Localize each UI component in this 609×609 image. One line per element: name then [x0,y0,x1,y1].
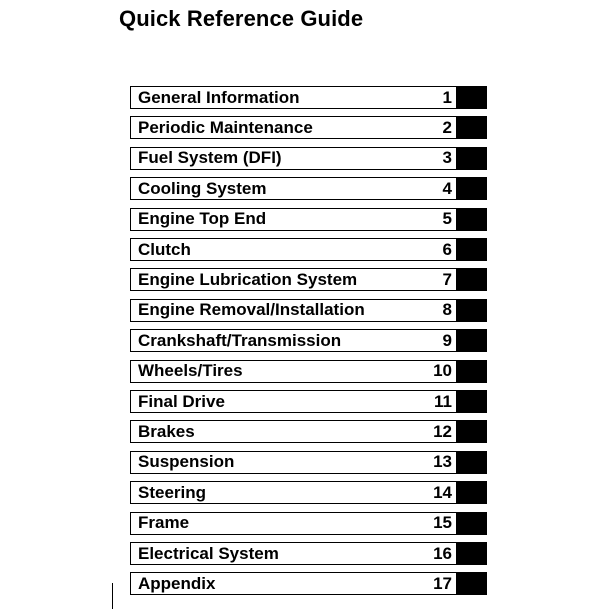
section-row[interactable] [130,177,487,200]
section-number: 17 [433,573,452,593]
section-number: 11 [434,391,452,411]
section-tab-marker[interactable] [457,147,487,170]
section-box[interactable] [130,481,457,504]
section-label: General Information [138,87,300,107]
section-number: 3 [442,148,452,168]
section-label: Steering [138,482,207,502]
section-box[interactable] [130,177,457,200]
section-label: Wheels/Tires [138,361,243,381]
section-row[interactable] [130,390,487,413]
section-number: 15 [433,513,452,533]
section-box[interactable] [130,268,457,291]
section-number: 16 [433,543,452,563]
section-box[interactable] [130,147,457,170]
section-row[interactable] [130,542,487,565]
section-row[interactable] [130,238,487,261]
section-label: Cooling System [138,178,267,198]
section-row[interactable] [130,147,487,170]
section-number: 10 [433,361,452,381]
section-box[interactable] [130,572,457,595]
section-row[interactable] [130,451,487,474]
section-tab-marker[interactable] [457,116,487,139]
section-label: Suspension [138,452,235,472]
section-number: 13 [433,452,452,472]
section-number: 4 [442,178,452,198]
section-tab-marker[interactable] [457,238,487,261]
section-label: Periodic Maintenance [138,117,313,137]
section-number: 6 [442,239,452,259]
section-tab-marker[interactable] [457,542,487,565]
section-number: 14 [433,482,452,502]
section-box[interactable] [130,299,457,322]
section-number: 7 [442,269,452,289]
section-tab-marker[interactable] [457,208,487,231]
section-box[interactable] [130,208,457,231]
section-row[interactable] [130,116,487,139]
section-number: 1 [442,87,452,107]
section-tab-marker[interactable] [457,299,487,322]
section-tab-marker[interactable] [457,268,487,291]
section-box[interactable] [130,238,457,261]
section-box[interactable] [130,360,457,383]
section-tab-marker[interactable] [457,451,487,474]
section-tab-marker[interactable] [457,572,487,595]
section-label: Electrical System [138,543,279,563]
section-label: Engine Lubrication System [138,269,358,289]
section-box[interactable] [130,542,457,565]
section-box[interactable] [130,451,457,474]
section-label: Frame [138,513,190,533]
section-label: Engine Top End [138,209,267,229]
section-tab-marker[interactable] [457,512,487,535]
section-tab-marker[interactable] [457,360,487,383]
section-label: Fuel System (DFI) [138,148,282,168]
section-tab-marker[interactable] [457,390,487,413]
section-box[interactable] [130,116,457,139]
section-box[interactable] [130,329,457,352]
section-label: Final Drive [138,391,225,411]
section-label: Engine Removal/Installation [138,300,365,320]
section-box[interactable] [130,512,457,535]
section-row[interactable] [130,86,487,109]
section-row[interactable] [130,420,487,443]
section-row[interactable] [130,299,487,322]
section-box[interactable] [130,390,457,413]
page-title: Quick Reference Guide [119,6,364,31]
section-number: 2 [442,117,452,137]
section-label: Appendix [138,573,216,593]
section-row[interactable] [130,360,487,383]
section-number: 9 [442,330,452,350]
section-label: Crankshaft/Transmission [138,330,342,350]
section-box[interactable] [130,86,457,109]
section-number: 12 [433,421,452,441]
section-tab-marker[interactable] [457,86,487,109]
section-label: Brakes [138,421,195,441]
section-number: 8 [442,300,452,320]
section-row[interactable] [130,572,487,595]
section-tab-marker[interactable] [457,481,487,504]
section-row[interactable] [130,329,487,352]
section-tab-marker[interactable] [457,420,487,443]
section-number: 5 [442,209,452,229]
section-label: Clutch [138,239,191,259]
section-tab-marker[interactable] [457,329,487,352]
section-row[interactable] [130,268,487,291]
section-row[interactable] [130,208,487,231]
section-box[interactable] [130,420,457,443]
section-tab-marker[interactable] [457,177,487,200]
section-row[interactable] [130,481,487,504]
section-row[interactable] [130,512,487,535]
page-edge-line [112,583,113,609]
